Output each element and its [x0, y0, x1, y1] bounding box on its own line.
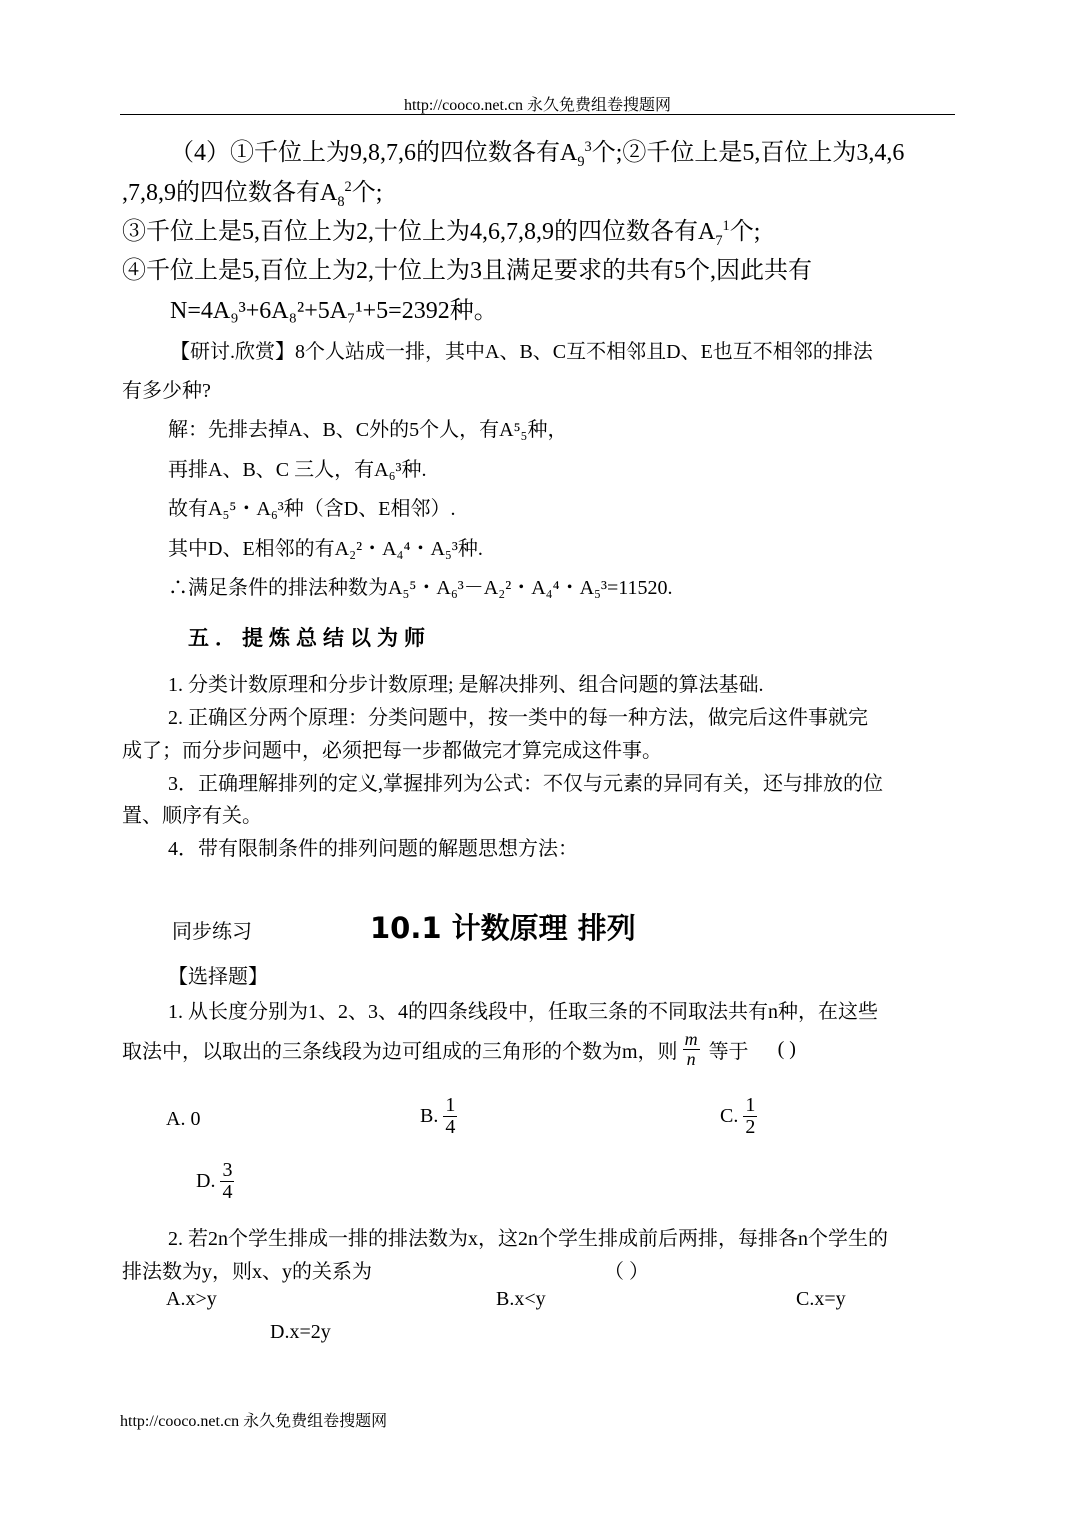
summary-point-3a: 3．正确理解排列的定义,掌握排列为公式：不仅与元素的异同有关，还与排放的位 [168, 773, 883, 795]
part4-line2-a: ,7,8,9的四位数各有A [122, 180, 338, 206]
q1-option-c-num: 1 [745, 1094, 756, 1116]
part4-line2-sub: 8 [337, 193, 345, 210]
part4-line4: ④千位上是5,百位上为2,十位上为3且满足要求的共有5个,因此共有 [122, 258, 812, 284]
part4-line1-d: 个;②千位上是5,百位上为3,4,6 [591, 140, 905, 166]
summary-heading: 五．提炼总结以为师 [188, 626, 431, 650]
page-header: http://cooco.net.cn 永久免费组卷搜题网 [403, 97, 672, 114]
header-rule [120, 114, 955, 115]
discuss-solution-4: 其中D、E相邻的有A₂²・A₄⁴・A₅³种. [168, 538, 483, 560]
q1-option-b-num: 1 [445, 1094, 456, 1116]
discuss-solution-5: ∴满足条件的排法种数为A₅⁵・A₆³－A₂²・A₄⁴・A₅³=11520. [168, 577, 673, 599]
question-2-line1: 2. 若2n个学生排成一排的排法数为x，这2n个学生排成前后两排，每排各n个学生的 [168, 1228, 888, 1250]
q1-option-c-label: C. [720, 1105, 739, 1127]
part4-line2-sup: 2 [344, 179, 352, 195]
part4-line3-a: ③千位上是5,百位上为2,十位上为4,6,7,8,9的四位数各有A [122, 219, 716, 245]
question-1-stem: 取法中，以取出的三条线段为边可组成的三角形的个数为m，则 [122, 1040, 678, 1063]
fraction-denominator: n [686, 1048, 696, 1069]
part4-line2 [122, 172, 383, 210]
q2-option-d: D.x=2y [270, 1321, 331, 1343]
summary-point-4: 4．带有限制条件的排列问题的解题思想方法： [168, 838, 578, 860]
exercise-label: 同步练习 [172, 919, 252, 943]
part4-line3-d: 个; [729, 219, 761, 245]
question-2-line2: 排法数为y，则x、y的关系为 [122, 1261, 372, 1283]
q1-option-b-label: B. [420, 1105, 439, 1127]
q1-option-d-num: 3 [222, 1159, 233, 1181]
q2-option-c: C.x=y [796, 1288, 846, 1310]
page-footer: http://cooco.net.cn 永久免费组卷搜题网 [120, 1413, 388, 1430]
question-1-equals: 等于 [708, 1040, 749, 1063]
question-1-line1: 1. 从长度分别为1、2、3、4的四条线段中，任取三条的不同取法共有n种，在这些 [168, 1001, 878, 1023]
discuss-solution-3: 故有A₅⁵・A₆³种（含D、E相邻）. [168, 498, 456, 520]
part4-line1 [170, 132, 905, 170]
discuss-solution-2: 再排A、B、C 三人，有A₆³种. [168, 459, 427, 481]
q1-option-b-den: 4 [445, 1116, 456, 1138]
q1-option-c-den: 2 [745, 1116, 756, 1138]
q1-option-d-fraction [220, 1160, 234, 1203]
q1-option-b-fraction [443, 1095, 457, 1138]
question-1-line2 [122, 1030, 796, 1069]
q1-option-d [196, 1160, 234, 1203]
q2-option-b: B.x<y [496, 1288, 546, 1310]
part4-line1-a: （4）①千位上为9,8,7,6的四位数各有A [170, 140, 578, 166]
q1-option-d-den: 4 [222, 1181, 233, 1203]
exercise-title: 10.1 计数原理 排列 [370, 911, 636, 945]
part4-line3-sub: 7 [715, 232, 723, 249]
q1-option-c-fraction [743, 1095, 757, 1138]
fraction-m-over-n [683, 1030, 700, 1069]
part4-line1-sub: 9 [577, 153, 585, 170]
q1-option-a: A. 0 [166, 1108, 201, 1130]
discuss-question-line2: 有多少种? [122, 380, 211, 402]
part4-line1-sup: 3 [584, 139, 592, 155]
part4-line5: N=4A₉³+6A₈²+5A₇¹+5=2392种。 [170, 298, 498, 324]
summary-point-2a: 2. 正确区分两个原理：分类问题中，按一类中的每一种方法，做完后这件事就完 [168, 707, 868, 729]
q2-option-a: A.x>y [166, 1288, 217, 1310]
discuss-solution-1: 解：先排去掉A、B、C外的5个人，有A⁵₅种， [168, 419, 568, 441]
part4-line3-sup: 1 [722, 218, 730, 234]
fraction-numerator: m [684, 1029, 698, 1049]
question-1-answer-blank: ( ) [777, 1037, 796, 1060]
q1-option-c [720, 1095, 757, 1138]
q1-option-b [420, 1095, 457, 1138]
exercise-type: 【选择题】 [168, 966, 268, 988]
summary-point-3b: 置、顺序有关。 [122, 805, 262, 827]
question-2-answer-blank: （ ） [604, 1261, 649, 1283]
part4-line3 [122, 211, 761, 249]
summary-point-2b: 成了；而分步问题中，必须把每一步都做完才算完成这件事。 [122, 740, 662, 762]
summary-point-1: 1. 分类计数原理和分步计数原理; 是解决排列、组合问题的算法基础. [168, 674, 764, 696]
q1-option-d-label: D. [196, 1170, 216, 1192]
discuss-question-line1: 【研讨.欣赏】8个人站成一排，其中A、B、C互不相邻且D、E也互不相邻的排法 [170, 341, 873, 363]
part4-line2-d: 个; [351, 180, 383, 206]
